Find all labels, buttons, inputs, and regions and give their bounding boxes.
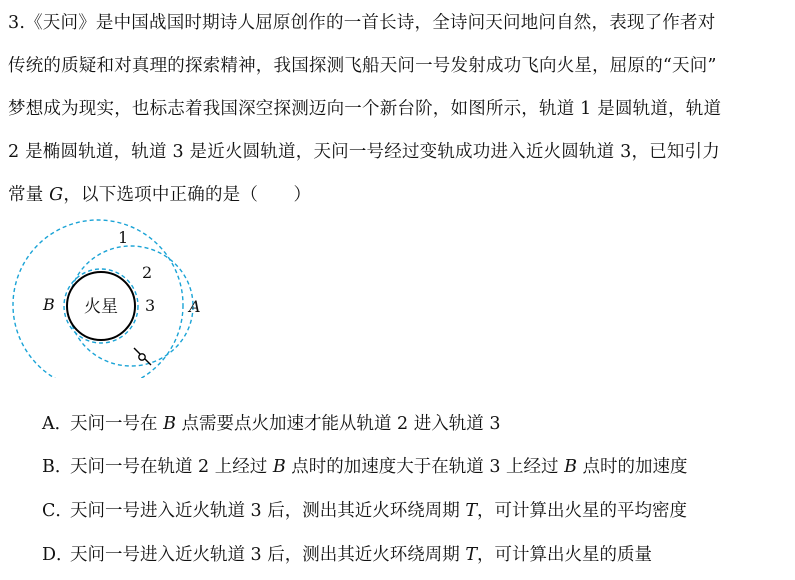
point-b-label: B bbox=[43, 295, 55, 314]
planet-label: 火星 bbox=[84, 297, 118, 317]
option-a-text-mid: 点需要点火加速才能从轨道 2 进入轨道 3 bbox=[175, 414, 501, 434]
question-stem bbox=[8, 2, 788, 217]
option-b-text-mid: 点时的加速度大于在轨道 3 上经过 bbox=[285, 457, 565, 477]
option-a[interactable] bbox=[42, 410, 500, 435]
option-d-text-mid: ，可计算出火星的质量 bbox=[477, 545, 653, 565]
orbit-1-label: 1 bbox=[118, 228, 129, 247]
option-c-var-1: T bbox=[465, 501, 478, 521]
option-c-text-mid: ，可计算出火星的平均密度 bbox=[477, 501, 688, 521]
option-b-text-post: 点时的加速度 bbox=[576, 457, 688, 477]
orbit-diagram-svg bbox=[8, 218, 208, 378]
gravitational-constant-symbol: G bbox=[49, 185, 64, 205]
question-line-1: 3.《天问》是中国战国时期诗人屈原创作的一首长诗，全诗问天问地问自然，表现了作者对 bbox=[8, 13, 716, 33]
orbit-3-label: 3 bbox=[145, 296, 156, 315]
option-a-text-pre: 天问一号在 bbox=[70, 414, 164, 434]
question-line-3: 梦想成为现实，也标志着我国深空探测迈向一个新台阶，如图所示，轨道 1 是圆轨道，轨道 bbox=[8, 99, 722, 119]
question-line-5 bbox=[8, 174, 788, 217]
orbit-2-label: 2 bbox=[142, 263, 153, 282]
option-b-letter: B． bbox=[42, 457, 73, 477]
option-c[interactable] bbox=[42, 497, 687, 522]
spacecraft-icon bbox=[134, 348, 151, 365]
option-c-text-pre: 天问一号进入近火轨道 3 后，测出其近火环绕周期 bbox=[70, 501, 466, 521]
option-d-var-1: T bbox=[465, 545, 478, 565]
option-d-text-pre: 天问一号进入近火轨道 3 后，测出其近火环绕周期 bbox=[70, 545, 466, 565]
option-b-var-2: B bbox=[564, 457, 577, 477]
option-b-text-pre: 天问一号在轨道 2 上经过 bbox=[70, 457, 273, 477]
option-b[interactable] bbox=[42, 453, 688, 478]
orbit-diagram bbox=[8, 218, 208, 378]
option-b-var-1: B bbox=[272, 457, 286, 477]
question-line-5-prefix: 常量 bbox=[8, 185, 50, 205]
option-c-letter: C． bbox=[42, 501, 73, 521]
point-a-label: A bbox=[189, 297, 201, 316]
question-line-5-suffix: ，以下选项中正确的是（ ） bbox=[63, 185, 312, 205]
question-line-2: 传统的质疑和对真理的探索精神，我国探测飞船天问一号发射成功飞向火星，屈原的“天问” bbox=[8, 56, 717, 76]
option-d-letter: D． bbox=[42, 545, 74, 565]
option-a-var-1: B bbox=[163, 414, 176, 434]
question-line-4: 2 是椭圆轨道，轨道 3 是近火圆轨道，天问一号经过变轨成功进入近火圆轨道 3，已知引力 bbox=[8, 142, 720, 162]
option-a-letter: A． bbox=[42, 414, 73, 434]
option-d[interactable] bbox=[42, 541, 652, 566]
